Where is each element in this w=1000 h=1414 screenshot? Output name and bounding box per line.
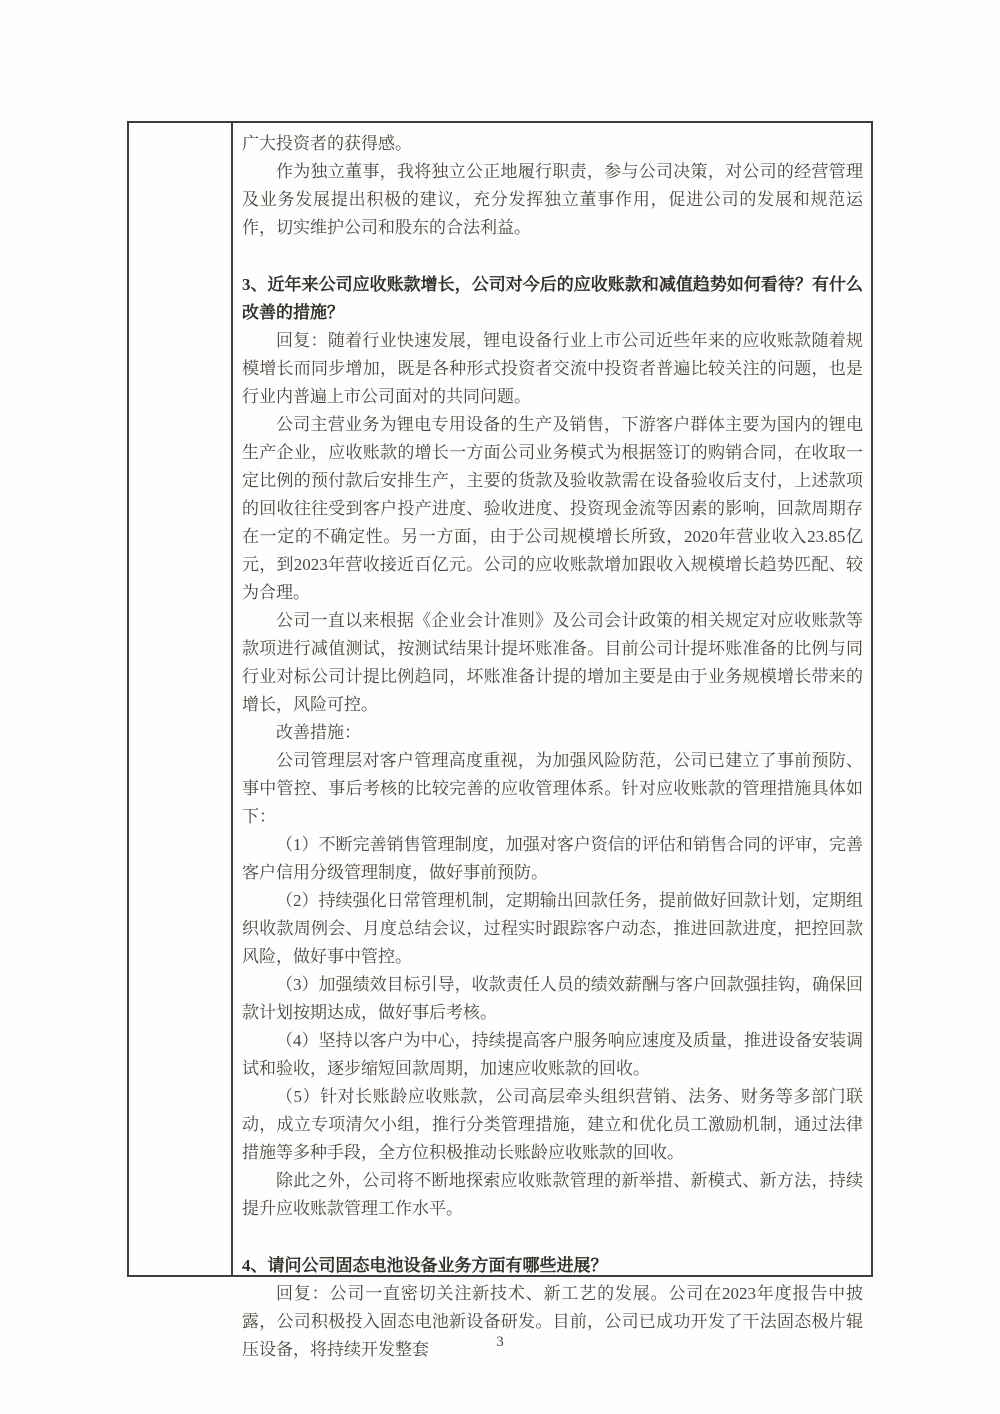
answer-paragraph: （2）持续强化日常管理机制，定期输出回款任务，提前做好回款计划，定期组织收款周例会、月度总结会议，过程实时跟踪客户动态，推进回款进度，把控回款风险，做好事中管控。 [242, 891, 863, 966]
question-heading: 3、近年来公司应收账款增长，公司对今后的应收账款和减值趋势如何看待？有什么改善的措施？ [242, 275, 863, 322]
answer-paragraph: 回复：公司一直密切关注新技术、新工艺的发展。公司在2023年度报告中披露，公司积极投入固态电池新设备研发。目前，公司已成功开发了干法固态极片辊压设备，将持续开发整套 [242, 1284, 863, 1359]
answer-paragraph: 回复：随着行业快速发展，锂电设备行业上市公司近些年来的应收账款随着规模增长而同步增加，既是各种形式投资者交流中投资者普遍比较关注的问题，也是行业内普遍上市公司面对的共同问题。 [242, 331, 863, 406]
page-number: 3 [496, 1334, 504, 1350]
answer-paragraph: （3）加强绩效目标引导，收款责任人员的绩效薪酬与客户回款强挂钩，确保回款计划按期达成，做好事后考核。 [242, 975, 863, 1022]
answer-paragraph: （4）坚持以客户为中心，持续提高客户服务响应速度及质量，推进设备安装调试和验收，逐步缩短回款周期，加速应收账款的回收。 [242, 1031, 863, 1078]
answer-paragraph: 广大投资者的获得感。 [242, 134, 412, 153]
answer-paragraph: （5）针对长账龄应收账款，公司高层牵头组织营销、法务、财务等多部门联动，成立专项清欠小组，推行分类管理措施，建立和优化员工激励机制，通过法律措施等多种手段，全方位积极推动长账龄应收账款的回收。 [242, 1087, 863, 1162]
qa-content-cell [233, 123, 871, 1359]
answer-paragraph: 公司管理层对客户管理高度重视，为加强风险防范，公司已建立了事前预防、事中管控、事后考核的比较完善的应收管理体系。针对应收账款的管理措施具体如下： [242, 751, 863, 826]
answer-paragraph: 改善措施： [276, 723, 361, 742]
answer-paragraph: 公司一直以来根据《企业会计准则》及公司会计政策的相关规定对应收账款等款项进行减值测试，按测试结果计提坏账准备。目前公司计提坏账准备的比例与同行业对标公司计提比例趋同，坏账准备计提的增加主要是由于业务规模增长带来的增长，风险可控。 [242, 611, 863, 714]
table-label-cell [129, 123, 233, 1275]
record-table [127, 121, 873, 1359]
answer-paragraph: （1）不断完善销售管理制度，加强对客户资信的评估和销售合同的评审，完善客户信用分级管理制度，做好事前预防。 [242, 835, 863, 882]
answer-paragraph: 公司主营业务为锂电专用设备的生产及销售，下游客户群体主要为国内的锂电生产企业，应收账款的增长一方面公司业务模式为根据签订的购销合同，在收取一定比例的预付款后安排生产，主要的货款及验收款需在设备验收后支付，上述款项的回收往往受到客户投产进度、验收进度、投资现金流等因素的影响，回款周期存在一定的不确定性。另一方面，由于公司规模增长所致，2020年营业收入23.85亿元，到2023年营收接近百亿元。公司的应收账款增加跟收入规模增长趋势匹配、较为合理。 [242, 415, 863, 602]
question-heading: 4、请问公司固态电池设备业务方面有哪些进展？ [242, 1256, 608, 1275]
answer-paragraph: 除此之外，公司将不断地探索应收账款管理的新举措、新模式、新方法，持续提升应收账款管理工作水平。 [242, 1171, 863, 1218]
answer-paragraph: 作为独立董事，我将独立公正地履行职责，参与公司决策，对公司的经营管理及业务发展提出积极的建议，充分发挥独立董事作用，促进公司的发展和规范运作，切实维护公司和股东的合法利益。 [242, 162, 863, 237]
